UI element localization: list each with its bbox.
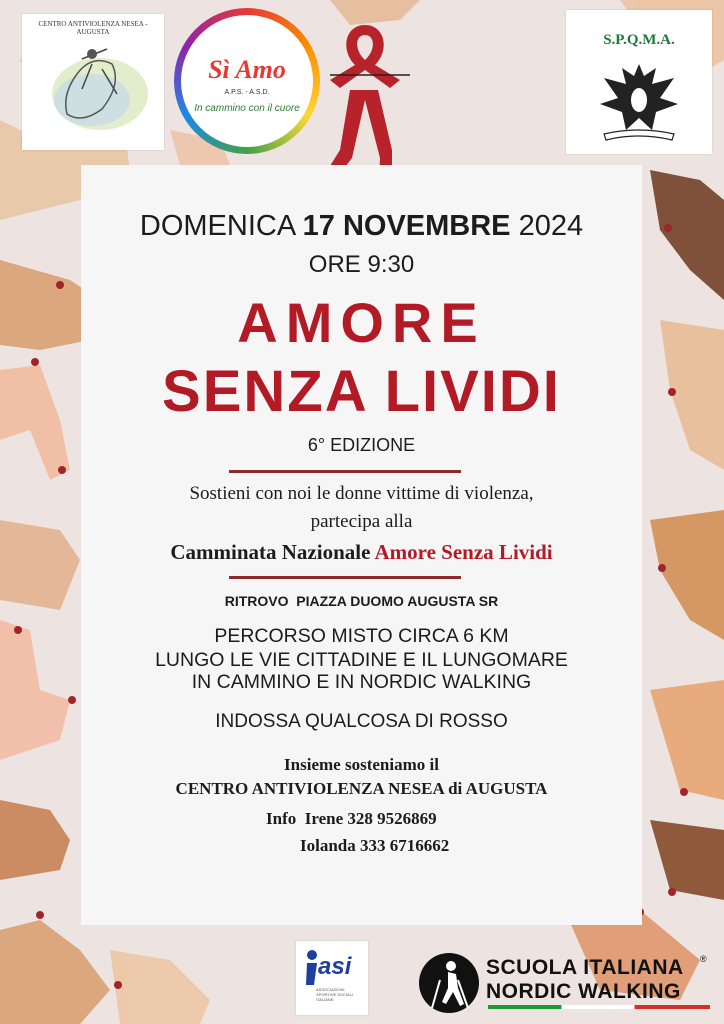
event-title-line2: SENZA LIVIDI xyxy=(162,359,561,424)
route-line-2: LUNGO LE VIE CITTADINE E IL LUNGOMARE xyxy=(155,649,568,671)
asi-logo xyxy=(296,941,368,1015)
support-line-1: Sostieni con noi le donne vittime di violenza, xyxy=(189,483,534,504)
hand-decoration xyxy=(0,620,70,760)
sinw-line-1: SCUOLA ITALIANA xyxy=(486,956,684,979)
together-line-2: CENTRO ANTIVIOLENZA NESEA di AUGUSTA xyxy=(175,779,548,798)
walk-name-prefix: Camminata Nazionale xyxy=(170,540,375,564)
hand-decoration xyxy=(650,820,724,900)
sinw-line-2: NORDIC WALKING xyxy=(486,980,681,1003)
sinw-mark: ® xyxy=(700,954,707,964)
hand-decoration xyxy=(650,510,724,640)
event-date-bold: 17 NOVEMBRE xyxy=(302,210,511,242)
hand-decoration xyxy=(0,520,80,610)
event-date xyxy=(81,210,642,243)
walk-name-red: Amore Senza Lividi xyxy=(374,540,553,564)
event-edition: 6° EDIZIONE xyxy=(307,435,416,455)
info-line-2: Iolanda 333 6716662 xyxy=(300,836,450,855)
siamo-logo-sub: A.P.S. - A.S.D. xyxy=(224,89,270,96)
hand-decoration xyxy=(650,680,724,800)
spqma-logo-text: S.P.Q.M.A. xyxy=(603,32,675,48)
info-line-1: Info Irene 328 9526869 xyxy=(266,809,437,828)
meeting-point: RITROVO PIAZZA DUOMO AUGUSTA SR xyxy=(224,593,499,609)
nordic-walker-icon xyxy=(418,952,480,1014)
hand-decoration xyxy=(0,365,70,480)
divider xyxy=(229,576,461,579)
siamo-logo xyxy=(174,8,320,154)
nesea-logo xyxy=(22,14,164,150)
walk-name xyxy=(81,540,642,565)
siamo-logo-main: Sì Amo xyxy=(208,55,286,84)
spqma-logo xyxy=(566,10,712,154)
asi-logo-sub: ASSOCIAZIONI SPORTIVE SOCIALI ITALIANE xyxy=(316,987,354,1002)
eagle-icon xyxy=(594,54,684,146)
hand-decoration xyxy=(650,170,724,300)
divider xyxy=(229,470,461,473)
event-card xyxy=(81,165,642,925)
wear-red: INDOSSA QUALCOSA DI ROSSO xyxy=(215,711,508,732)
support-line-2: partecipa alla xyxy=(310,511,413,532)
route-line-1: PERCORSO MISTO CIRCA 6 KM xyxy=(214,625,509,647)
sinw-logo xyxy=(418,950,718,1014)
nesea-logo-text: CENTRO ANTIVIOLENZA NESEA - AUGUSTA xyxy=(38,20,148,36)
italian-flag-stripe xyxy=(488,1005,710,1009)
hand-decoration xyxy=(0,920,110,1024)
hand-decoration xyxy=(0,800,70,880)
event-date-prefix: DOMENICA xyxy=(139,210,303,242)
together-line-1: Insieme sosteniamo il xyxy=(284,755,439,774)
event-date-suffix: 2024 xyxy=(510,210,584,242)
siamo-logo-tagline: In cammino con il cuore xyxy=(194,103,300,114)
hand-decoration xyxy=(110,950,210,1024)
event-time: ORE 9:30 xyxy=(308,251,415,278)
route-line-3: IN CAMMINO E IN NORDIC WALKING xyxy=(191,671,532,693)
event-title-line1: AMORE xyxy=(237,291,486,354)
asi-logo-text: asi xyxy=(318,953,352,980)
